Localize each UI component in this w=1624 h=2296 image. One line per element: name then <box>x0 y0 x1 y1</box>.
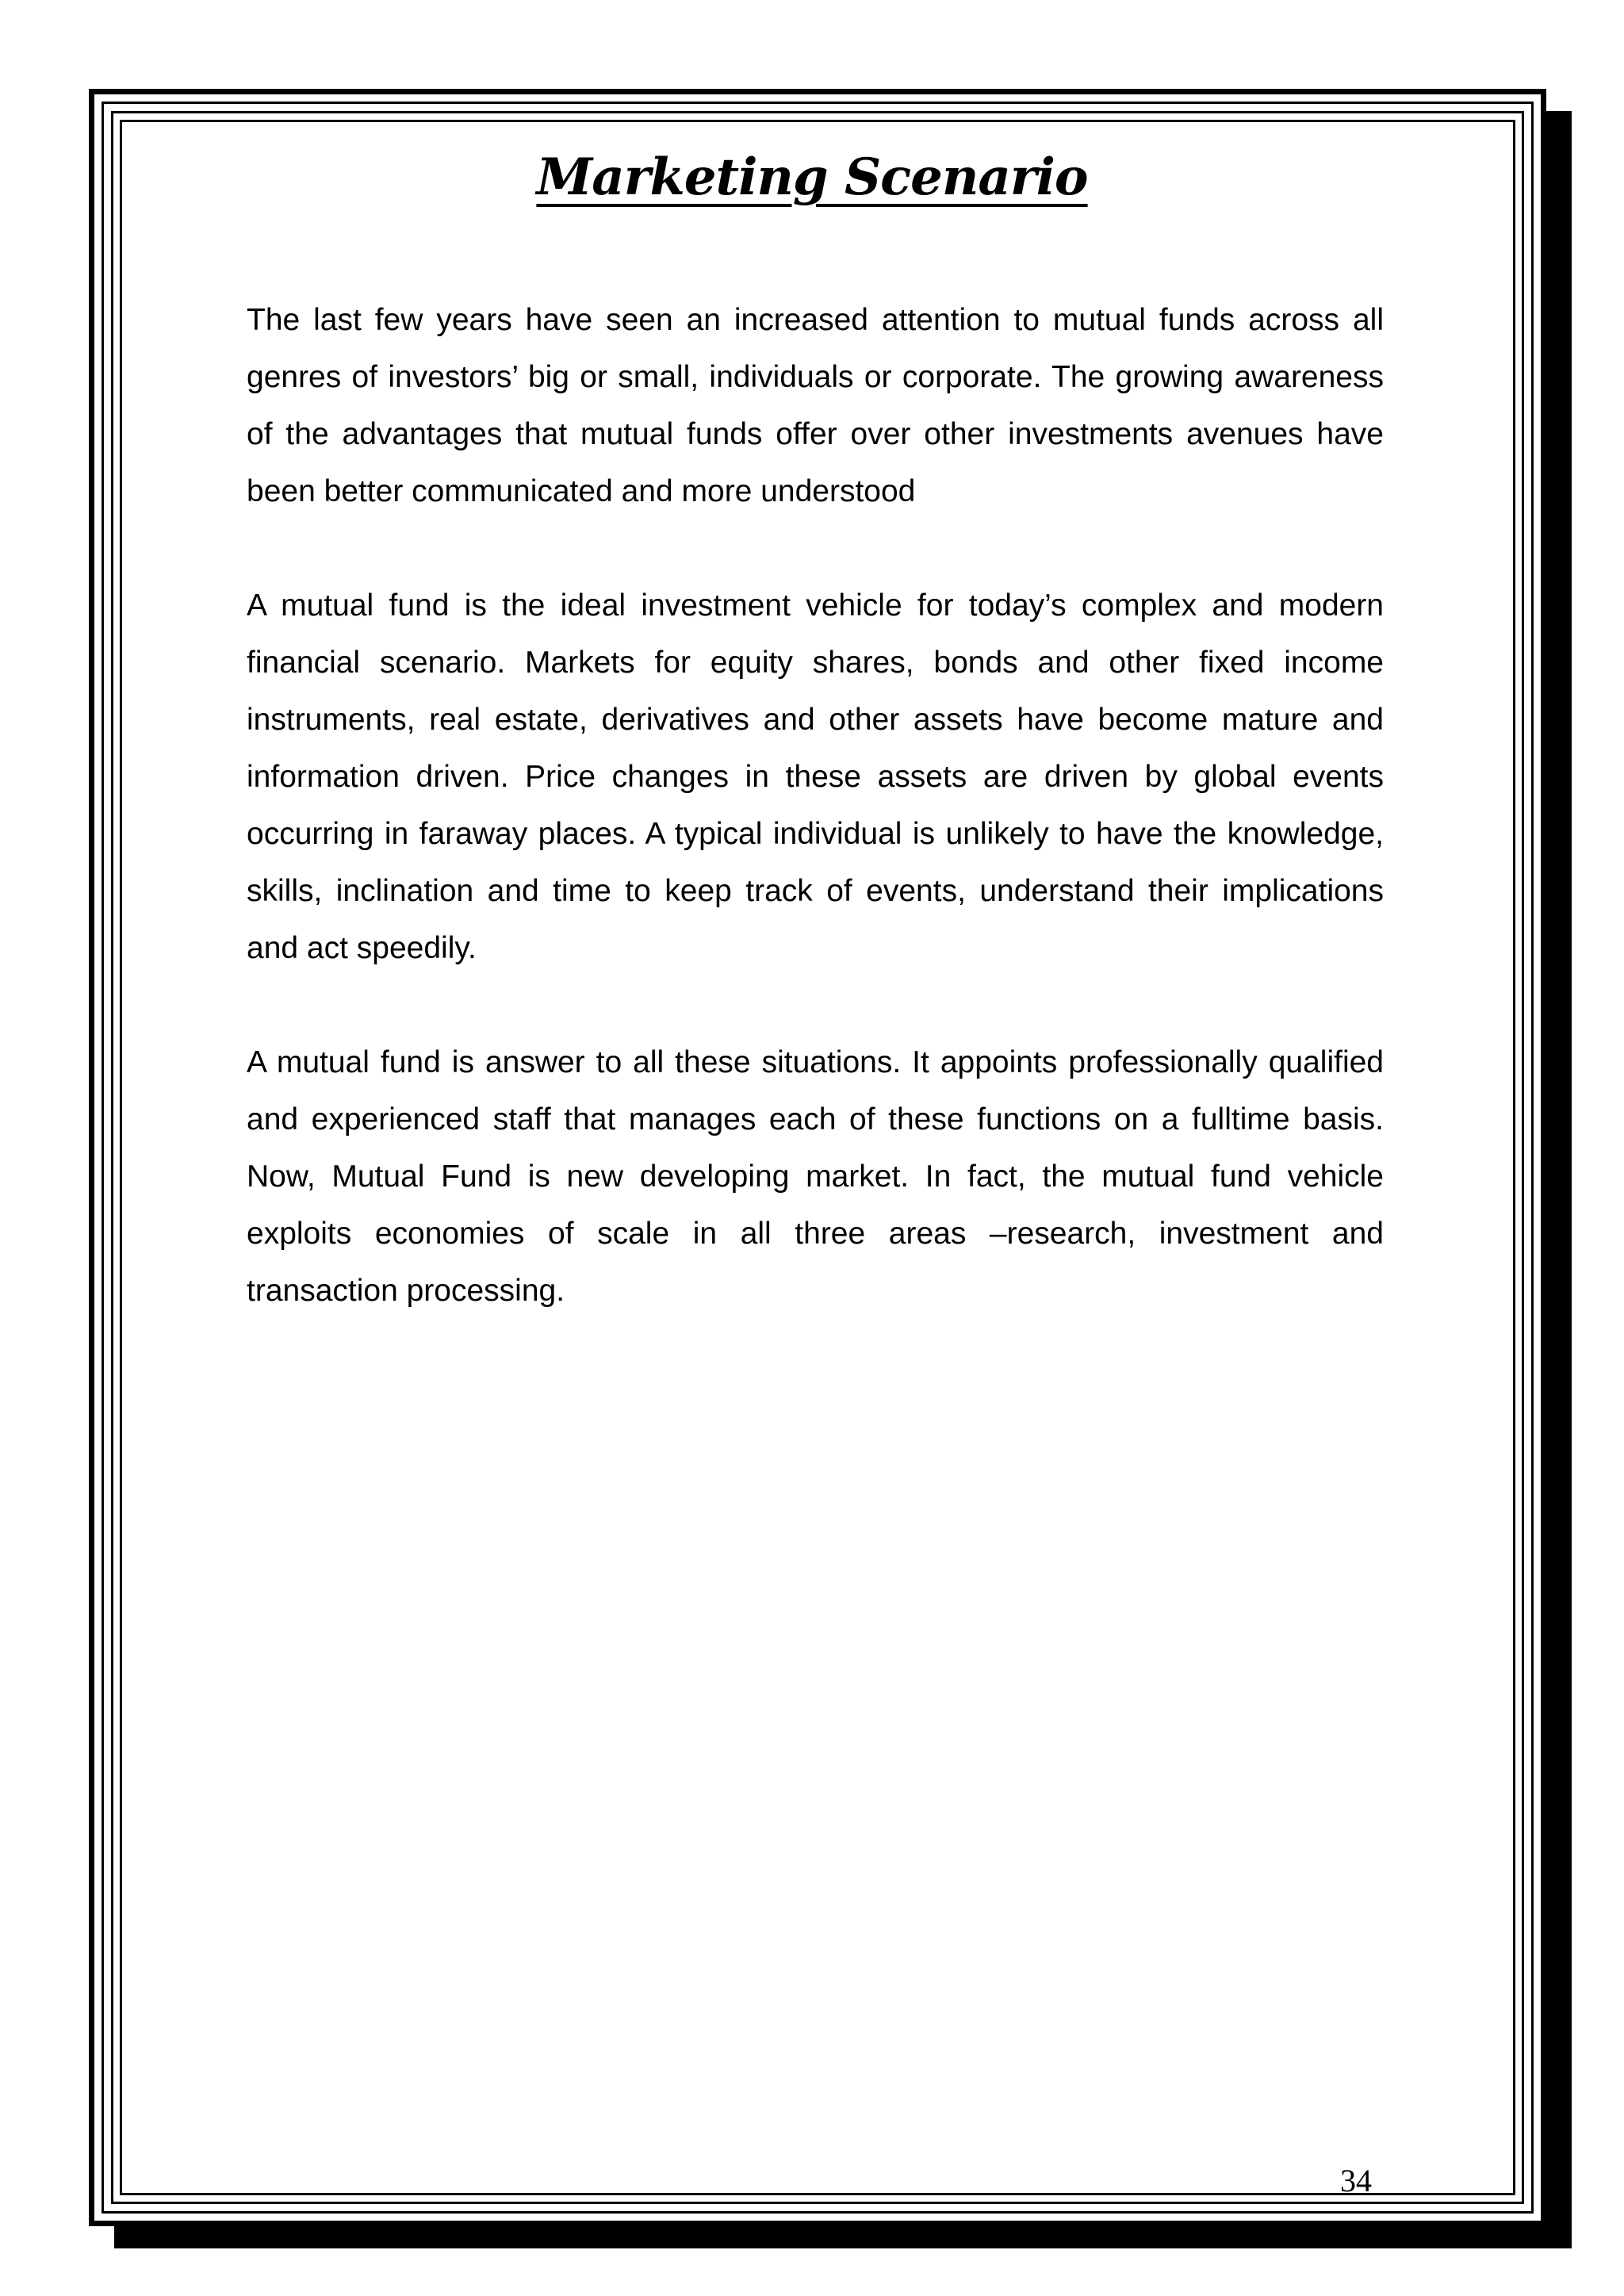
page-title: Marketing Scenario <box>536 148 1088 207</box>
paragraph-3: A mutual fund is answer to all these situations. It appoints professionally qualified and experienced staff that manages each of these functions on a fulltime basis. Now, Mutual Fund is new developing market. In fact, the mutual fund vehicle exploits economies of scale in all three areas –research, investment and transaction processing. <box>247 1045 1384 1308</box>
page-number: 34 <box>1340 2163 1372 2198</box>
paragraph-1: The last few years have seen an increased attention to mutual funds across all genres of investors’ big or small, individuals or corporate. The growing awareness of the advantages that mutual funds offer over other investments avenues have been better communicated and more understood <box>247 303 1384 508</box>
paragraph-2: A mutual fund is the ideal investment vehicle for today’s complex and modern financial scenario. Markets for equity shares, bonds and other fixed income instruments, real estate, derivatives and other assets have become mature and information driven. Price changes in these assets are driven by global events occurring in faraway places. A typical individual is unlikely to have the knowledge, skills, inclination and time to keep track of events, understand their implications and act speedily. <box>247 588 1384 965</box>
body-text <box>247 292 1384 1377</box>
